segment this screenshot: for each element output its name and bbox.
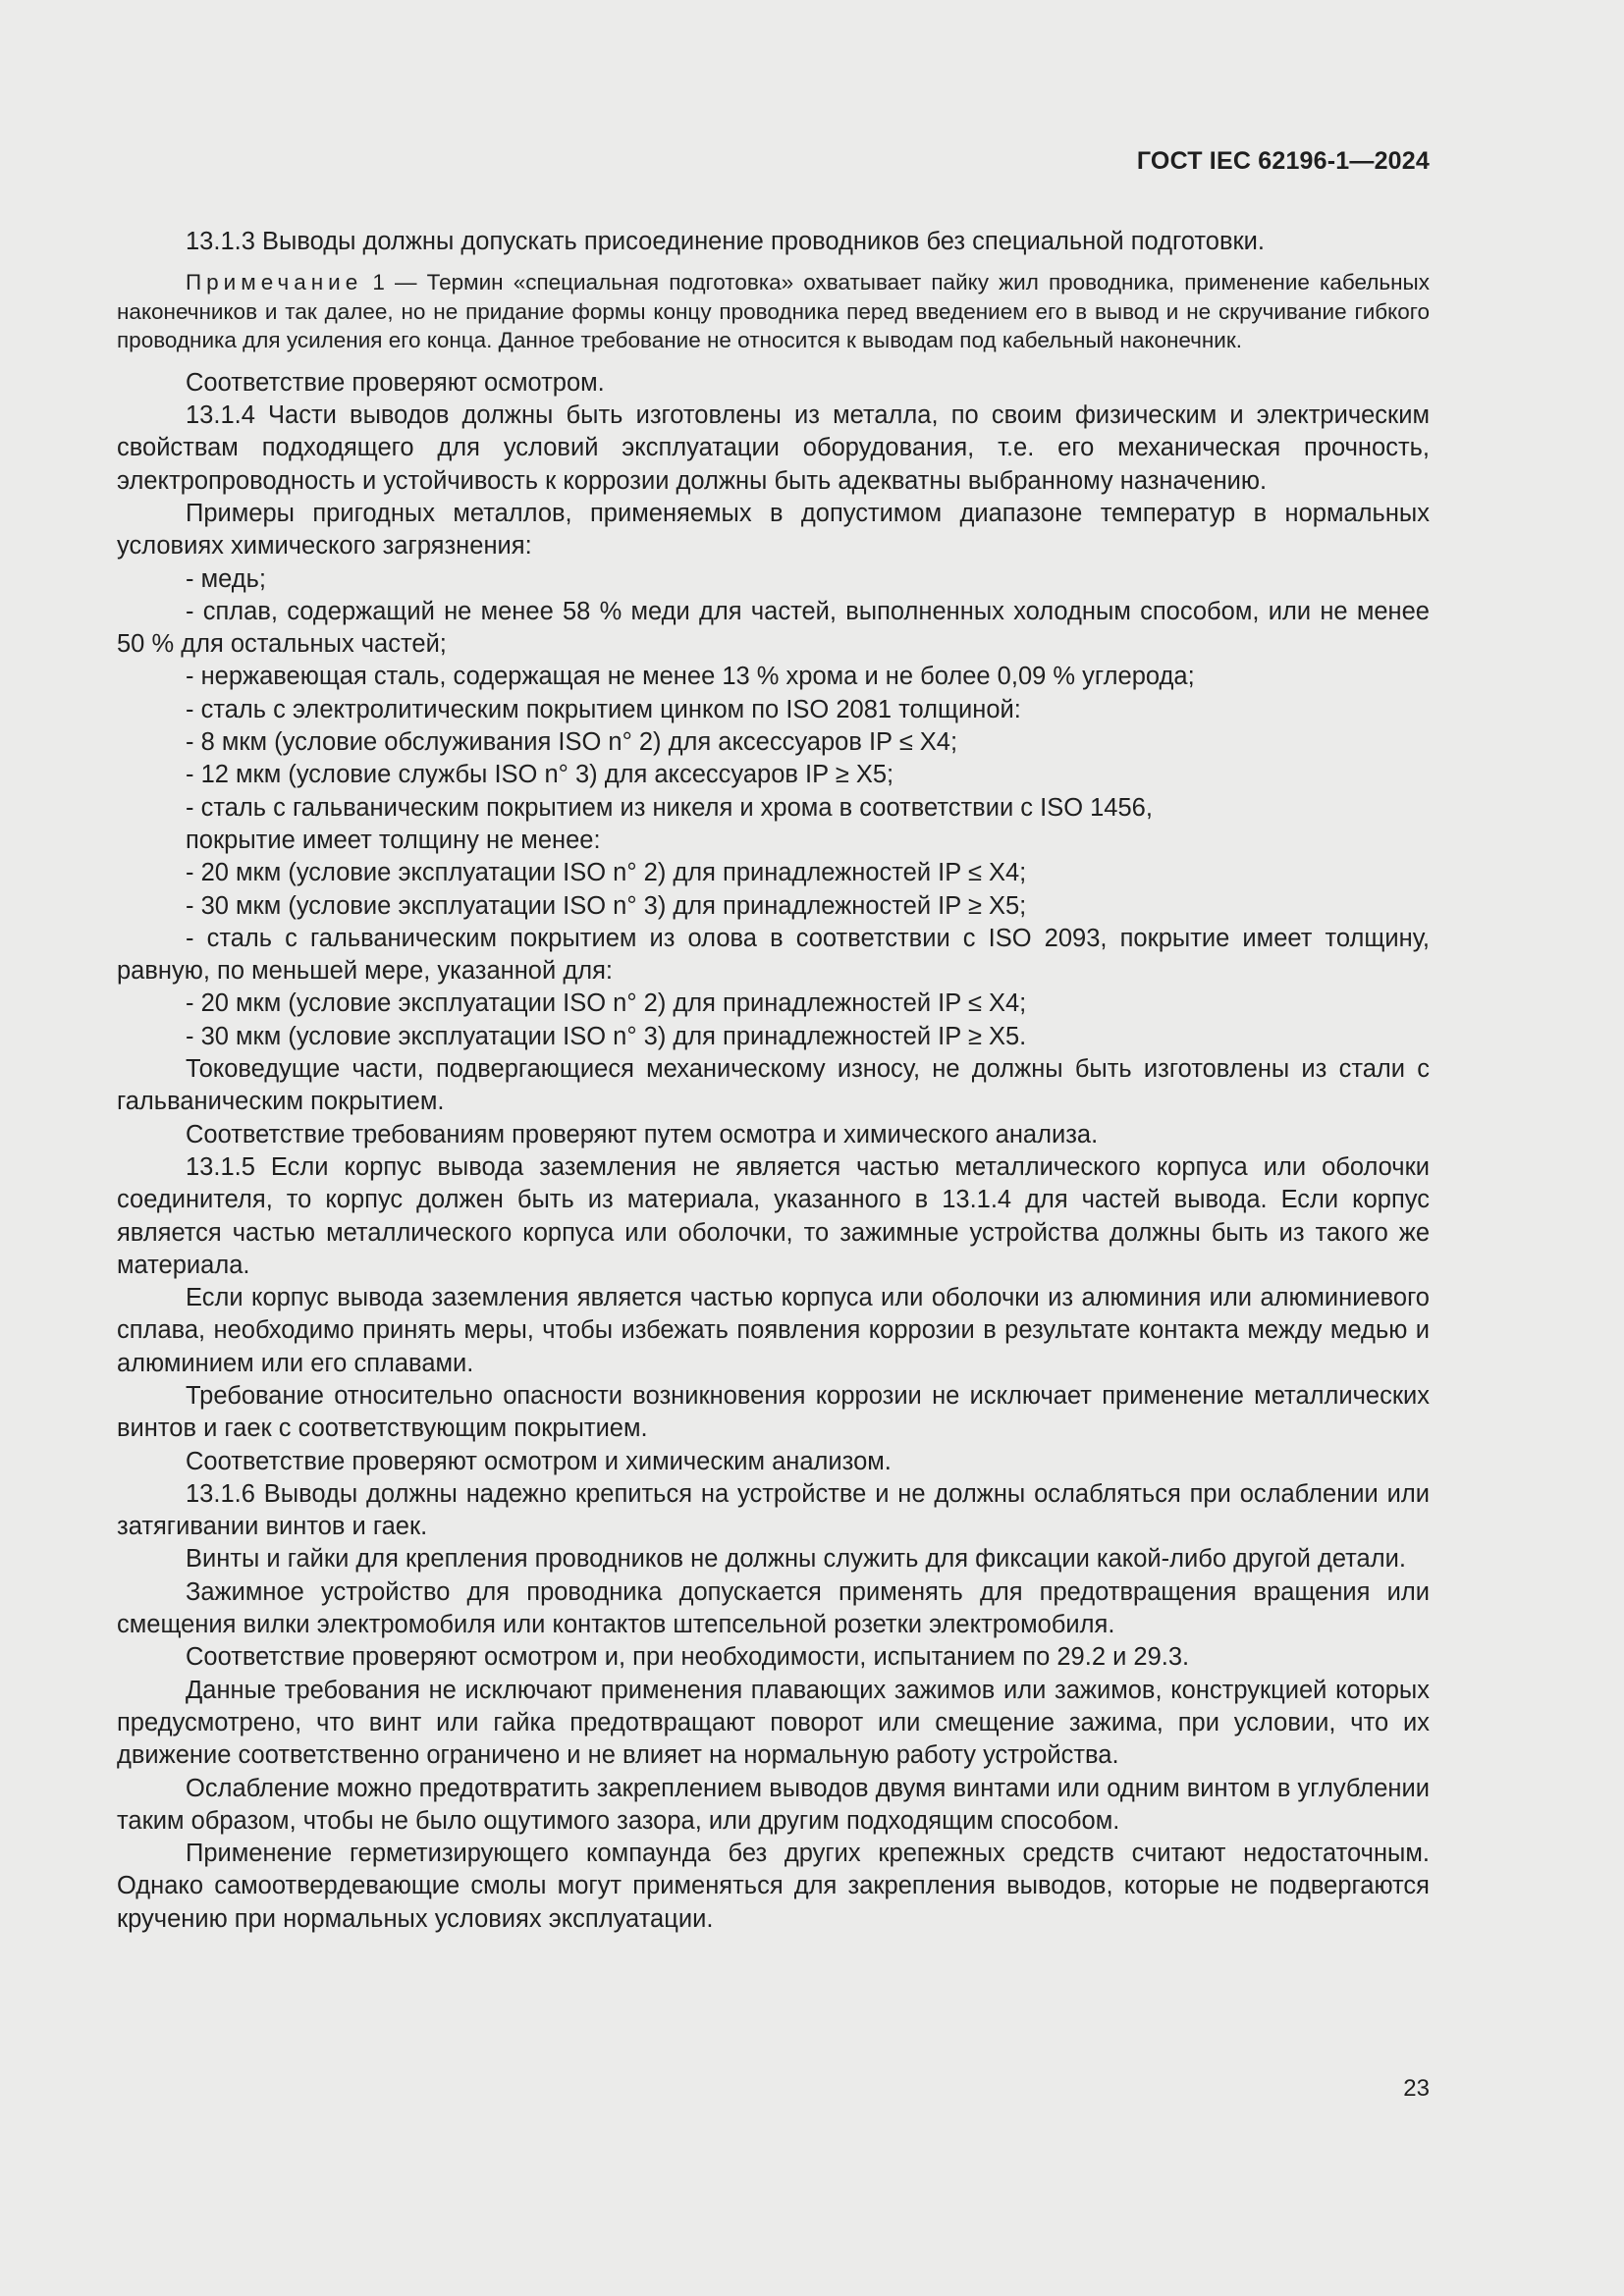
paragraph: покрытие имеет толщину не менее: [186,826,601,854]
list-item: - сплав, содержащий не менее 58 % меди для частей, выполненных холодным способом, или не менее 50 % для остальных частей; [117,597,1430,659]
list-item: - медь; [186,564,266,593]
note-text: — Термин «специальная подготовка» охватывает пайку жил проводника, применение кабельных наконечников и так далее, но не придание формы концу проводника перед введением его в вывод и не скручивание гибкого проводника для усиления его конца. Данное требование не относится к выводам под кабельный наконечник. [117,270,1430,353]
list-item: - сталь с гальваническим покрытием из олова в соответствии с ISO 2093, покрытие имеет толщину, равную, по меньшей мере, указанной для: [117,924,1430,986]
paragraph: Винты и гайки для крепления проводников не должны служить для фиксации какой-либо другой детали. [186,1545,1406,1574]
paragraph: Данные требования не исключают применения плавающих зажимов или зажимов, конструкцией которых предусмотрено, что винт или гайка предотвращают поворот или смещение зажима, при условии, что их движение соответственно ограничено и не влияет на нормальную работу устройства. [117,1676,1430,1770]
paragraph: Требование относительно опасности возникновения коррозии не исключает применение металлических винтов и гаек с соответствующим покрытием. [117,1382,1430,1443]
list-item: - 20 мкм (условие эксплуатации ISO n° 2) для принадлежностей IP ≤ X4; [186,859,1027,887]
paragraph: Соответствие требованиям проверяют путем осмотра и химического анализа. [186,1120,1099,1148]
paragraph: Примеры пригодных металлов, применяемых в допустимом диапазоне температур в нормальных условиях химического загрязнения: [117,499,1430,561]
paragraph: 13.1.4 Части выводов должны быть изготовлены из металла, по своим физическим и электрическим свойствам подходящего для условий эксплуатации оборудования, т.е. его механическая прочность, электропроводность и устойчивость к коррозии должны быть адекватны выбранному назначению. [117,401,1430,495]
paragraph: Соответствие проверяют осмотром. [186,368,605,397]
paragraph: Соответствие проверяют осмотром и, при необходимости, испытанием по 29.2 и 29.3. [186,1643,1190,1672]
list-item: - 12 мкм (условие службы ISO n° 3) для аксессуаров IP ≥ X5; [186,761,894,789]
note-number: 1 [372,270,385,295]
paragraph: Токоведущие части, подвергающиеся механическому износу, не должны быть изготовлены из стали с гальваническим покрытием. [117,1055,1430,1116]
list-item: - 8 мкм (условие обслуживания ISO n° 2) для аксессуаров IP ≤ X4; [186,728,958,757]
paragraph: 13.1.5 Если корпус вывода заземления не является частью металлического корпуса или оболочки соединителя, то корпус должен быть из материала, указанного в 13.1.4 для частей вывода. Если корпус является частью металлического корпуса или оболочки, то зажимные устройства должны быть из такого же материала. [117,1152,1430,1279]
list-item: - 20 мкм (условие эксплуатации ISO n° 2) для принадлежностей IP ≤ X4; [186,989,1027,1018]
paragraph: Зажимное устройство для проводника допускается применять для предотвращения вращения или смещения вилки электромобиля или контактов штепсельной розетки электромобиля. [117,1577,1430,1639]
note [117,268,1430,355]
list-item: - 30 мкм (условие эксплуатации ISO n° 3) для принадлежностей IP ≥ X5. [186,1022,1027,1050]
paragraph: Соответствие проверяют осмотром и химическим анализом. [186,1447,892,1475]
paragraph: 13.1.3 Выводы должны допускать присоединение проводников без специальной подготовки. [186,228,1265,255]
list-item: - 30 мкм (условие эксплуатации ISO n° 3) для принадлежностей IP ≥ X5; [186,891,1027,920]
page-number: 23 [1403,2075,1430,2102]
paragraph: 13.1.6 Выводы должны надежно крепиться на устройстве и не должны ослабляться при ослаблении или затягивании винтов и гаек. [117,1479,1430,1541]
list-item: - сталь с гальваническим покрытием из никеля и хрома в соответствии с ISO 1456, [186,793,1153,822]
document-header: ГОСТ IEC 62196-1—2024 [1136,147,1430,175]
paragraph: Если корпус вывода заземления является частью корпуса или оболочки из алюминия или алюминиевого сплава, необходимо принять меры, чтобы избежать появления коррозии в результате контакта между медью и алюминием или его сплавами. [117,1284,1430,1377]
note-label: Примечание [186,270,363,295]
paragraph: Ослабление можно предотвратить закреплением выводов двумя винтами или одним винтом в углублении таким образом, чтобы не было ощутимого зазора, или другим подходящим способом. [117,1774,1430,1835]
list-item: - нержавеющая сталь, содержащая не менее 13 % хрома и не более 0,09 % углерода; [186,663,1195,691]
document-body [117,226,1430,1936]
list-item: - сталь с электролитическим покрытием цинком по ISO 2081 толщиной: [186,695,1021,723]
paragraph: Применение герметизирующего компаунда без других крепежных средств считают недостаточным. Однако самоотвердевающие смолы могут применяться для закрепления выводов, которые не подвергаются кручению при нормальных условиях эксплуатации. [117,1840,1430,1933]
